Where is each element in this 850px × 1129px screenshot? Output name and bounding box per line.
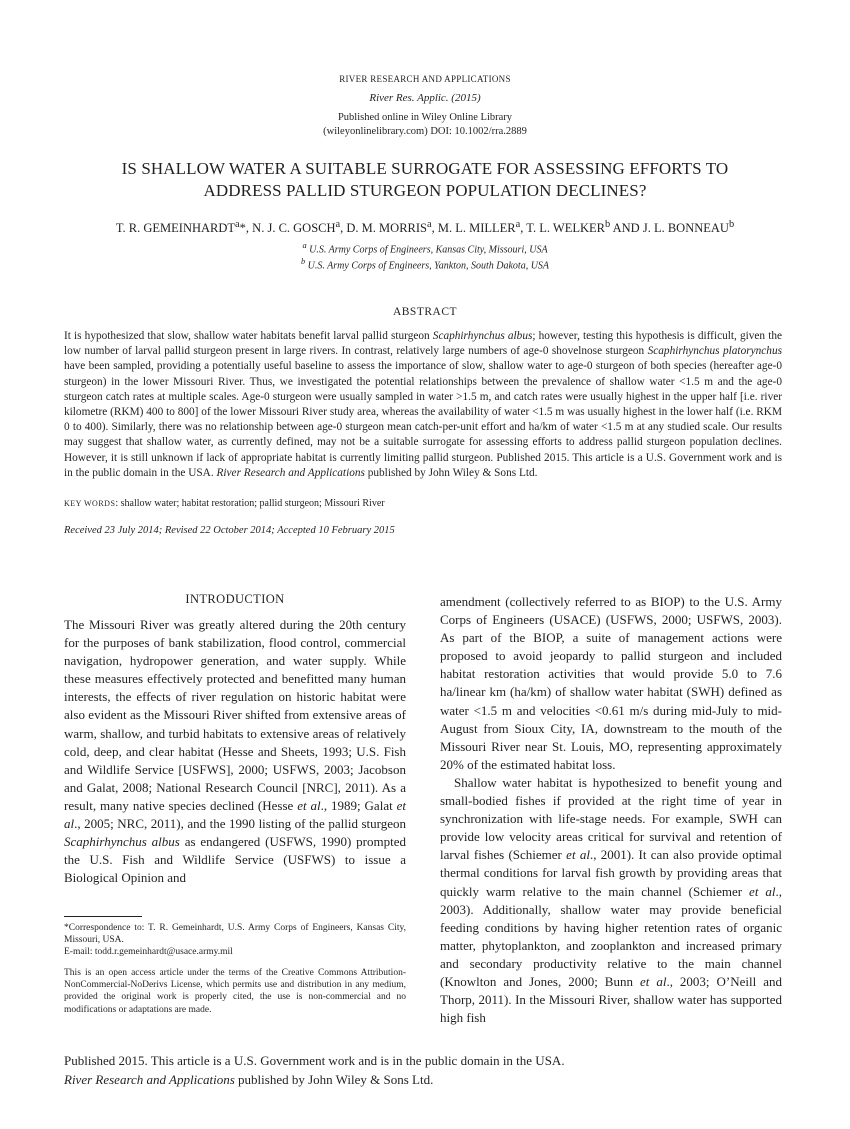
footer-journal: River Research and Applications [64, 1071, 235, 1087]
left-column [64, 616, 406, 887]
author-affiliation-mark: a [235, 219, 240, 230]
body-text: ., 2003; O’Neill and Thorp, 2011). In the Missouri River, shallow water has supported high fish [440, 973, 782, 1026]
correspondence-footnote [64, 922, 406, 959]
online-library-line: Published online in Wiley Online Library [337, 112, 513, 123]
species-name: Scaphirhynchus platorynchus [647, 345, 782, 358]
footnote-divider [64, 916, 142, 917]
doi-line: (wileyonlinelibrary.com) DOI: 10.1002/rra.2889 [323, 126, 527, 137]
correspondence-email: E-mail: todd.r.gemeinhardt@usace.army.mil [64, 947, 233, 958]
affiliation-a [0, 241, 850, 255]
journal-name: RIVER RESEARCH AND APPLICATIONS [339, 74, 511, 84]
abstract-text: have been sampled, providing a potentially useful baseline to assess the importance of slow, shallow water to age-0 sturgeon of both species (hereafter age-0 sturgeon) in the lower Missouri River. Thus, we investigated the potential relationships between the prevalence of shallow water <1.5 m and the age-0 sturgeon catch rates at multiple scales. Age-0 sturgeon were usually sampled in water >1.5 m, and catch rates were usually highest in the upper half [i.e. river kilometre (RKM) 400 to 800] of the lower Missouri River study area, whereas the availability of water <1.5 m was usually highest in the lower half (i.e. RKM 0 to 400). Similarly, there was no relationship between age-0 sturgeon mean catch-per-unit effort and ha/km of water <1.5 m at any studied scale. Our results may suggest that shallow water, as currently defined, may not be a suitable surrogate for assessing efforts to address pallid sturgeon population declines. However, it is still unknown if lack of appropriate habitat is currently limiting pallid sturgeon. Published 2015. This article is a U.S. Government work and is in the public domain in the USA. [64, 360, 782, 479]
title-line-2: ADDRESS PALLID STURGEON POPULATION DECLINES? [203, 181, 647, 200]
received-dates: Received 23 July 2014; Revised 22 October 2014; Accepted 10 February 2015 [64, 525, 395, 536]
author-name: T. R. GEMEINHARDT [115, 221, 236, 236]
author-affiliation-mark: b [728, 219, 735, 230]
footer-publisher: published by John Wiley & Sons Ltd. [234, 1071, 434, 1087]
author-name: , N. J. C. GOSCH [245, 221, 336, 236]
body-text: Shallow water habitat is hypothesized to benefit young and small-bodied fishes if provided at the right time of year in synchronization with life-stage needs. For example, SWH can provide low velocity areas critical for survival and retention of larval fishes (Schiemer [440, 774, 782, 863]
affiliation-b [0, 257, 850, 271]
affiliation-text: U.S. Army Corps of Engineers, Kansas City, Missouri, USA [306, 244, 548, 256]
footer-line-2 [64, 1071, 565, 1090]
correspondence-text: *Correspondence to: T. R. Gemeinhardt, U.S. Army Corps of Engineers, Kansas City, Missouri, USA. [64, 923, 406, 946]
affiliation-mark: b [300, 257, 306, 266]
journal-title-italic: River Research and Applications [216, 466, 365, 479]
journal-cite-text: River Res. Applic. (2015) [369, 92, 481, 104]
keywords-label: KEY WORDS [64, 499, 116, 508]
body-italic: et al [64, 797, 406, 832]
author-affiliation-mark: a [426, 219, 432, 230]
body-text: The Missouri River was greatly altered during the 20th century for the purposes of bank stabilization, flood control, commercial navigation, hydropower generation, and water supply. While these measures effectively protected and benefitted many human interests, the effects of river regulation on historic habitat were also evident as the Missouri River shifted from extensive areas of warm, shallow, and turbid habitats to extensive areas of relatively cold, deep, and clear habitat (Hesse and Sheets, 1993; U.S. Fish and Wildlife Service [USFWS], 2000; USFWS, 2003; Jacobson and Galat, 2008; National Research Council [NRC], 2011). As a result, many native species declined (Hesse [64, 617, 406, 813]
affiliation-text: U.S. Army Corps of Engineers, Yankton, South Dakota, USA [305, 260, 550, 272]
abstract-text: ; however, testing this hypothesis is difficult, given the low number of larval pallid sturgeon present in large rivers. In contrast, relatively large numbers of age-0 shovelnose sturgeon [64, 330, 782, 358]
abstract-body [64, 329, 782, 481]
body-text: ., 2003). Additionally, shallow water may provide beneficial feeding conditions by having higher retention rates of organic matter, phytoplankton, and zooplankton and increased primary and secondary productivity relative to the main channel (Knowlton and Jones, 2000; Bunn [440, 883, 782, 989]
body-italic: et al [639, 973, 667, 989]
author-list [0, 219, 850, 236]
article-title [0, 158, 850, 202]
paragraph [64, 616, 406, 887]
body-text: ., 2005; NRC, 2011), and the 1990 listing of the pallid sturgeon [74, 816, 406, 832]
body-italic: et al [566, 847, 590, 863]
affiliation-mark: a [302, 241, 307, 250]
keywords-text: : shallow water; habitat restoration; pallid sturgeon; Missouri River [115, 498, 385, 509]
abstract-heading: ABSTRACT [392, 306, 458, 318]
body-italic: et al [749, 883, 776, 899]
body-italic: et al [297, 797, 321, 813]
body-text: ., 2001). It can also provide optimal thermal conditions for larval fish growth by providing areas that quickly warm relative to the main channel (Schiemer [440, 847, 782, 899]
author-affiliation-mark: a [335, 219, 341, 230]
abstract-text: It is hypothesized that slow, shallow water habitats benefit larval pallid sturgeon [64, 330, 433, 342]
author-affiliation-mark: a [515, 219, 521, 230]
right-column [440, 593, 782, 1027]
footer-line-1: Published 2015. This article is a U.S. Government work and is in the public domain in the USA. [64, 1053, 565, 1068]
body-text: ., 1989; Galat [320, 797, 397, 813]
author-affiliation-mark: b [604, 219, 611, 230]
title-line-1: IS SHALLOW WATER A SUITABLE SURROGATE FOR ASSESSING EFFORTS TO [121, 159, 729, 178]
species-name: Scaphirhynchus albus [432, 330, 533, 342]
species-name: Scaphirhynchus albus [64, 834, 180, 850]
author-name: AND J. L. BONNEAU [610, 221, 729, 236]
journal-citation [0, 92, 850, 104]
keywords [64, 498, 385, 509]
author-name: , M. L. MILLER [431, 221, 516, 236]
abstract-text: published by John Wiley & Sons Ltd. [364, 466, 538, 479]
author-name: , D. M. MORRIS [340, 221, 427, 236]
author-name: , T. L. WELKER [520, 221, 605, 236]
body-text: as endangered (USFWS, 1990) prompted the U.S. Fish and Wildlife Service (USFWS) to issue a Biological Opinion and [64, 834, 406, 886]
page-footer [64, 1052, 565, 1089]
paragraph: amendment (collectively referred to as BIOP) to the U.S. Army Corps of Engineers (USACE) (USFWS, 2000; USFWS, 2003). As part of the BIOP, a suite of management actions were proposed to avoid jeopardy to pallid sturgeon and included habitat restoration activities that would provide 5.0 to 7.6 ha/linear km (ha/km) of shallow water habitat (SWH) defined as water <1.5 m and velocities <0.61 m/s during mid-July to mid-August from Sioux City, IA, downstream to the mouth of the Missouri River near St. Louis, MO, representing approximately 20% of the estimated habitat loss. [440, 594, 782, 772]
section-heading: INTRODUCTION [185, 592, 285, 606]
open-access-footnote: This is an open access article under the terms of the Creative Commons Attribution-NonCommercial-NoDerivs License, which permits use and distribution in any medium, provided the original work is properly cited, the use is non-commercial and no modifications or adaptations are made. [64, 968, 406, 1015]
paragraph [440, 774, 782, 1027]
corresponding-mark: * [239, 221, 246, 236]
